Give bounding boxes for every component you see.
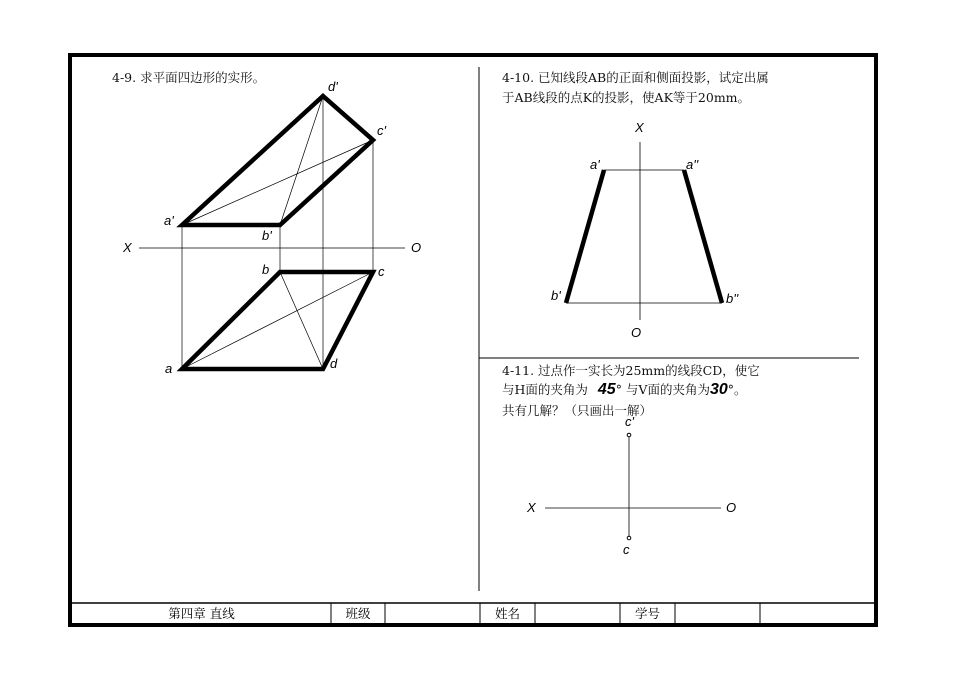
line-2-part-a: 与H面的夹角为	[502, 382, 588, 397]
segment-cd-drawing	[545, 433, 721, 540]
line-2-part-c: °。	[727, 382, 747, 397]
point-c-prime	[627, 433, 631, 437]
footer-name-label: 姓名	[494, 606, 520, 621]
footer-class-label: 班级	[345, 606, 371, 621]
label-c: c	[378, 264, 385, 279]
problem-4-9-title: 4-9. 求平面四边形的实形。	[112, 70, 266, 85]
label-c-2: c	[623, 542, 630, 557]
label-o-3: O	[726, 500, 737, 515]
label-b: b	[262, 262, 270, 277]
footer-extra-field[interactable]	[760, 604, 875, 624]
problem-4-10-line-2: 于AB线段的点K的投影，使AK等于20mm。	[502, 90, 751, 105]
problem-4-11-line-3: 共有几解？（只画出一解）	[502, 403, 653, 418]
label-x-3: X	[527, 500, 536, 515]
label-d: d	[330, 356, 338, 371]
label-c-prime: c'	[377, 123, 386, 138]
footer-chapter: 第四章 直线	[168, 606, 235, 621]
label-a-double-prime: a''	[686, 157, 699, 172]
line-2-part-b: ° 与V面的夹角为	[615, 382, 710, 397]
ab-front-projection	[566, 170, 604, 303]
problem-4-11-line-1: 4-11. 过点作一实长为25mm的线段CD，使它	[502, 363, 760, 378]
label-x-1: X	[123, 240, 132, 255]
point-c	[627, 536, 631, 540]
angle-v-value: 30	[709, 381, 728, 398]
label-o-2: O	[631, 325, 642, 340]
ab-side-projection	[684, 170, 722, 303]
label-x-2: X	[635, 120, 644, 135]
front-projection	[182, 96, 373, 225]
footer-id-label: 学号	[634, 606, 660, 621]
label-b-double-prime: b''	[726, 291, 739, 306]
label-b-prime: b'	[262, 228, 272, 243]
label-o-1: O	[411, 240, 422, 255]
footer-id-field[interactable]	[675, 604, 760, 624]
problem-4-11-line-2	[502, 382, 747, 398]
footer-name-field[interactable]	[535, 604, 620, 624]
label-a-prime-2: a'	[590, 157, 600, 172]
angle-h-value: 45	[597, 381, 616, 398]
quadrilateral-drawing	[139, 96, 405, 369]
label-b-prime-2: b'	[551, 288, 561, 303]
label-c-prime-2: c'	[625, 414, 634, 429]
label-a: a	[165, 361, 173, 376]
footer-class-field[interactable]	[385, 604, 480, 624]
problem-4-10-line-1: 4-10. 已知线段AB的正面和侧面投影，试定出属	[502, 70, 769, 85]
label-d-prime: d'	[328, 79, 338, 94]
label-a-prime: a'	[164, 213, 174, 228]
